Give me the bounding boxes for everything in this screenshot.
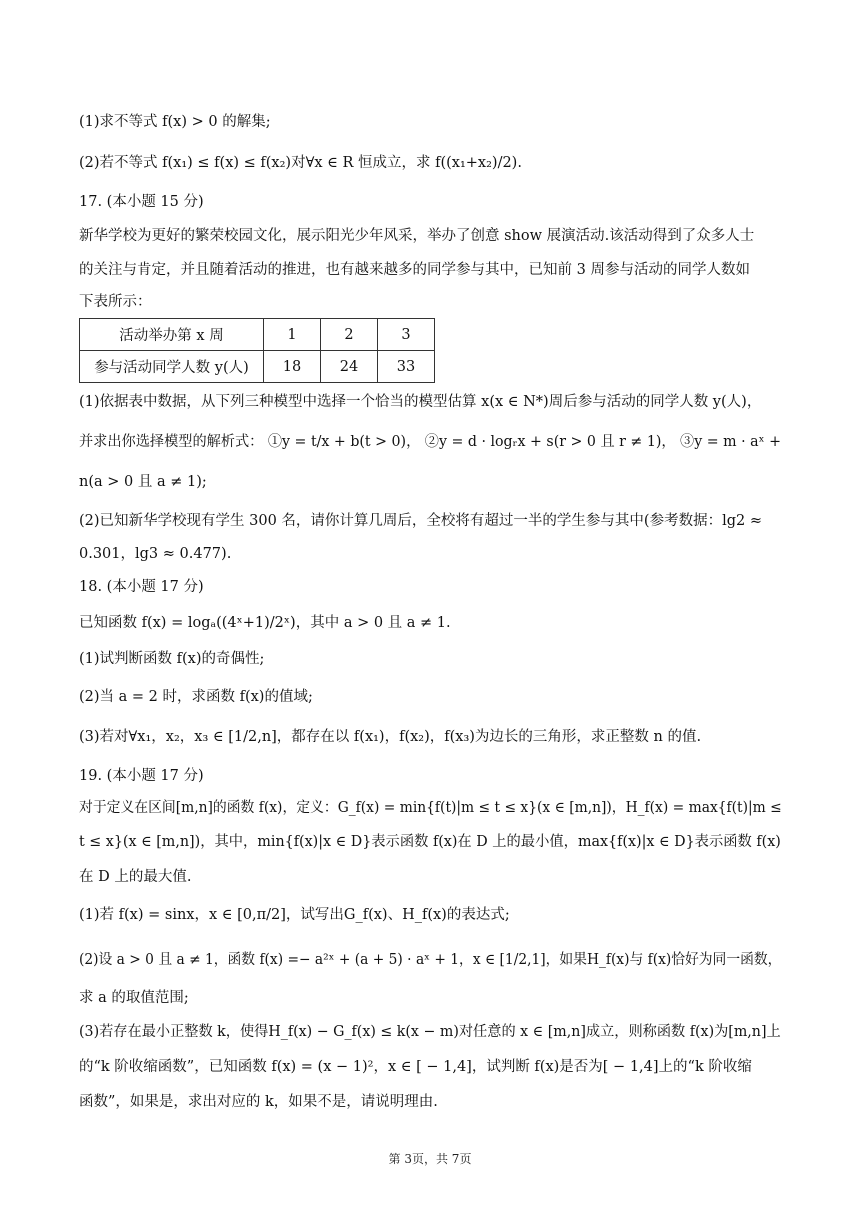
table-cell: 1	[264, 319, 321, 351]
q18-text: 已知函数 f(x) = logₐ((4ˣ+1)/2ˣ)，其中 a > 0 且 a ≠ 1.	[79, 615, 451, 631]
q17-part2-line2: 0.301，lg3 ≈ 0.477).	[79, 546, 232, 562]
q17-text-line3: 下表所示：	[79, 294, 152, 310]
q19-part2-line2: 求 a 的取值范围;	[79, 990, 189, 1006]
q17-text-line1: 新华学校为更好的繁荣校园文化，展示阳光少年风采，举办了创意 show 展演活动.该活动得到了众多人士	[79, 228, 755, 244]
q19-part3-line2: 的“k 阶收缩函数”，已知函数 f(x) = (x − 1)²，x ∈ [ − 1,4]，试判断 f(x)是否为[ − 1,4]上的“k 阶收缩	[79, 1059, 752, 1075]
q19-text-line1: 对于定义在区间[m,n]的函数 f(x)，定义：G_f(x) = min{f(t)|m ≤ t ≤ x}(x ∈ [m,n])，H_f(x) = max{f(t)|m ≤	[79, 800, 782, 816]
q17-part1-line1: (1)依据表中数据，从下列三种模型中选择一个恰当的模型估算 x(x ∈ N*)周后参与活动的同学人数 y(人)，	[79, 394, 762, 410]
table-cell: 18	[264, 351, 321, 383]
q19-part2-line1: (2)设 a > 0 且 a ≠ 1，函数 f(x) =− a²ˣ + (a + 5) · aˣ + 1，x ∈ [1/2,1]，如果H_f(x)与 f(x)恰好为同一函数，	[79, 952, 782, 968]
q18-part1: (1)试判断函数 f(x)的奇偶性;	[79, 651, 265, 667]
q17-heading: 17. (本小题 15 分)	[79, 194, 204, 210]
q19-text-line3: 在 D 上的最大值.	[79, 869, 192, 885]
q16-part2: (2)若不等式 f(x₁) ≤ f(x) ≤ f(x₂)对∀x ∈ R 恒成立，求 f((x₁+x₂)/2).	[79, 155, 522, 171]
participation-table	[79, 318, 435, 383]
page-footer: 第 3页，共 7页	[388, 1152, 472, 1166]
q18-part3: (3)若对∀x₁，x₂，x₃ ∈ [1/2,n]，都存在以 f(x₁)，f(x₂)，f(x₃)为边长的三角形，求正整数 n 的值.	[79, 729, 702, 745]
q18-part2: (2)当 a = 2 时，求函数 f(x)的值域;	[79, 689, 313, 705]
table-header-week: 活动举办第 x 周	[80, 319, 264, 351]
table-cell: 2	[321, 319, 378, 351]
q17-part2-line1: (2)已知新华学校现有学生 300 名，请你计算几周后，全校将有超过一半的学生参与其中(参考数据：lg2 ≈	[79, 513, 762, 529]
q17-text-line2: 的关注与肯定，并且随着活动的推进，也有越来越多的同学参与其中，已知前 3 周参与活动的同学人数如	[79, 262, 750, 278]
q18-heading: 18. (本小题 17 分)	[79, 579, 204, 595]
table-cell: 24	[321, 351, 378, 383]
table-cell: 33	[378, 351, 435, 383]
q19-heading: 19. (本小题 17 分)	[79, 768, 204, 784]
q19-part3-line3: 函数”，如果是，求出对应的 k，如果不是，请说明理由.	[79, 1094, 438, 1110]
q17-part1-line3: n(a > 0 且 a ≠ 1);	[79, 474, 207, 490]
table-header-count: 参与活动同学人数 y(人)	[80, 351, 264, 383]
q16-part1: (1)求不等式 f(x) > 0 的解集;	[79, 114, 271, 130]
q19-part1: (1)若 f(x) = sinx，x ∈ [0,π/2]，试写出G_f(x)、H_f(x)的表达式;	[79, 907, 510, 923]
table-cell: 3	[378, 319, 435, 351]
q19-part3-line1: (3)若存在最小正整数 k，使得H_f(x) − G_f(x) ≤ k(x − m)对任意的 x ∈ [m,n]成立，则称函数 f(x)为[m,n]上	[79, 1024, 781, 1040]
q19-text-line2: t ≤ x}(x ∈ [m,n])，其中，min{f(x)|x ∈ D}表示函数 f(x)在 D 上的最小值，max{f(x)|x ∈ D}表示函数 f(x)	[79, 834, 781, 850]
q17-part1-line2: 并求出你选择模型的解析式： ①y = t/x + b(t > 0)， ②y = d · logᵣx + s(r > 0 且 r ≠ 1)， ③y = m · aˣ +	[79, 434, 781, 450]
table-row	[80, 351, 435, 383]
table-row	[80, 319, 435, 351]
